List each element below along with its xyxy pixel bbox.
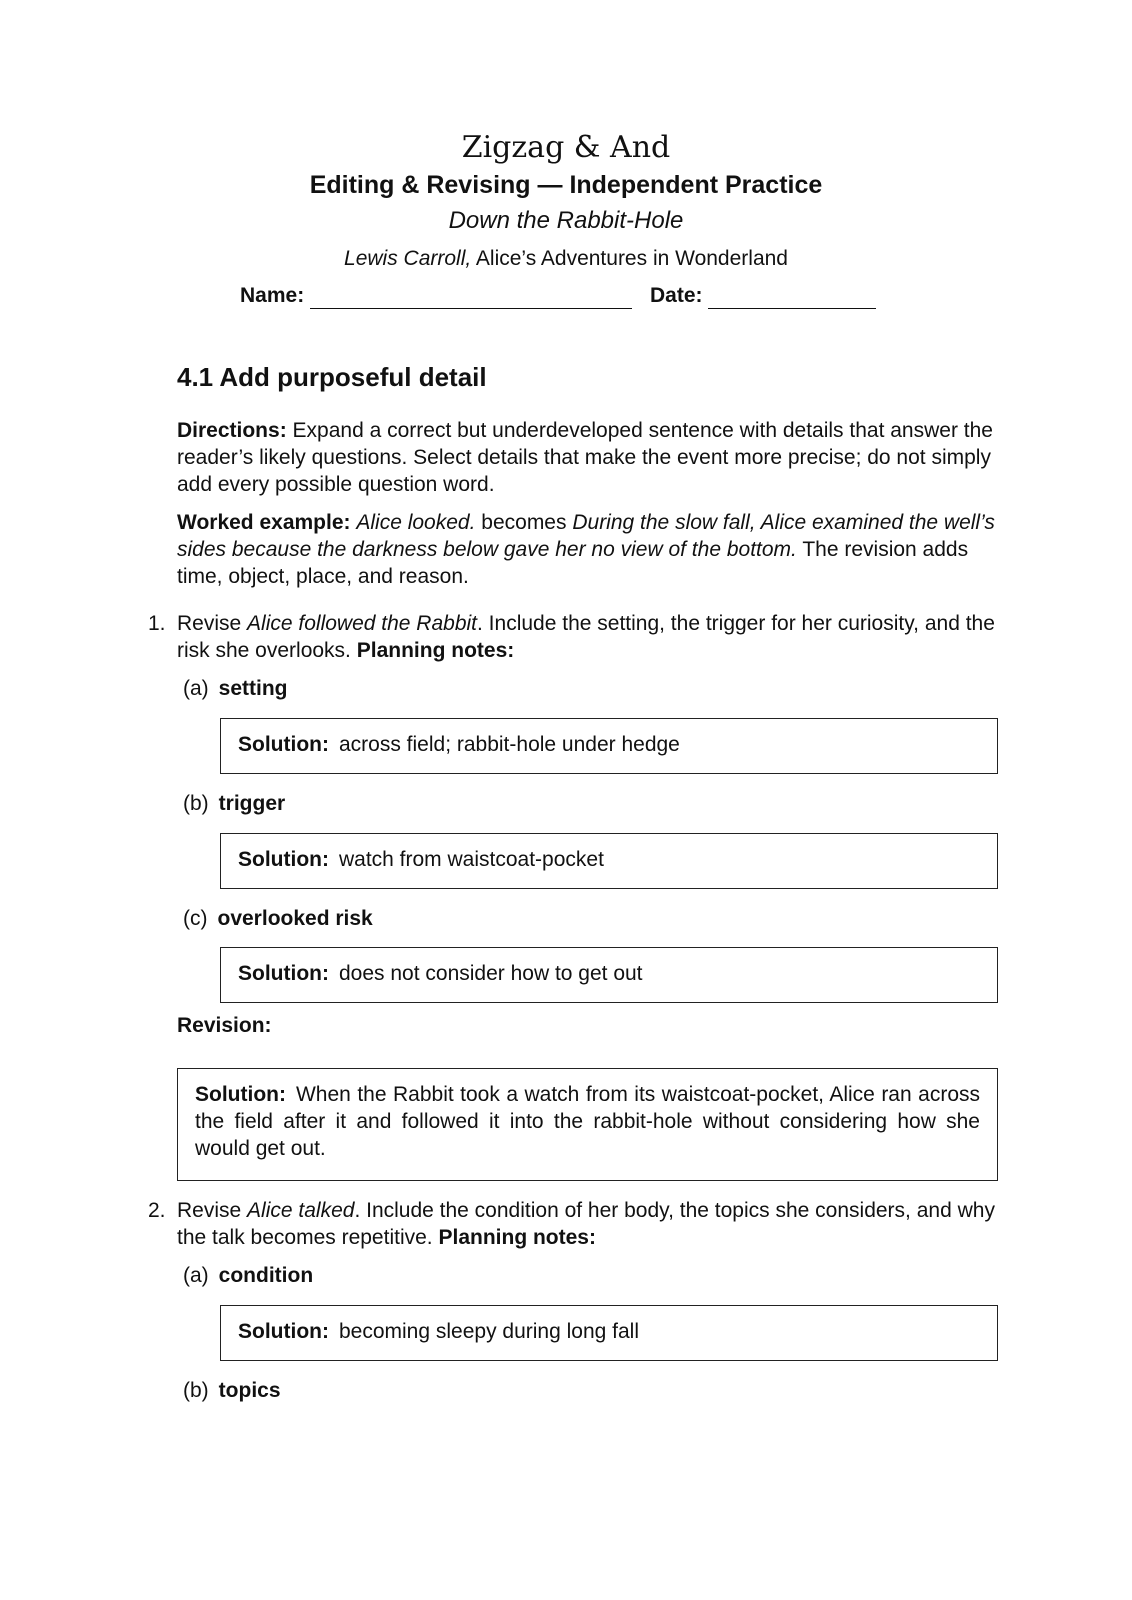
part-letter: (b) [183,1379,209,1402]
name-date-fields [240,282,900,312]
part-label [183,905,373,932]
example-original: Alice looked. [356,511,476,534]
solution-text: becoming sleepy during long fall [338,1320,640,1343]
revision-label-text: Revision: [177,1014,272,1037]
source-work: Alice’s Adventures in Wonderland [475,247,788,270]
solution-text: When the Rabbit took a watch from its waistcoat-pocket, Alice ran across the field after it and followed it into the rabbit-hole without considering how she would get out. [195,1083,980,1160]
date-label: Date: [650,284,703,307]
question-instructions: . Include the setting, the trigger for her curiosity, and the risk she overlooks. [177,612,995,662]
section-title: 4.1 Add purposeful detail [177,362,487,392]
worked-example [177,509,999,590]
directions [177,417,999,498]
name-label: Name: [240,284,305,307]
name-line[interactable] [310,308,632,309]
part-label [183,675,288,702]
planning-notes-label: Planning notes: [438,1226,596,1249]
part-letter: (b) [183,792,209,815]
directions-label: Directions: [177,419,287,442]
solution-box[interactable] [220,947,998,1003]
solution-box[interactable] [220,718,998,774]
worksheet-title: Editing & Revising — Independent Practice [309,171,823,199]
planning-notes-label: Planning notes: [356,639,515,662]
revision-solution-box[interactable] [177,1068,998,1181]
example-note: The revision adds time, object, place, and reason. [177,538,969,588]
source-author: Lewis Carroll, [344,247,472,270]
part-letter: (c) [183,907,208,930]
solution-box[interactable] [220,1305,998,1361]
source-citation [0,245,1132,273]
solution-label: Solution: [238,962,329,985]
solution-text: does not consider how to get out [338,962,643,985]
part-label [183,1262,313,1289]
directions-text: Expand a correct but underdeveloped sentence with details that answer the reader’s likely questions. Select details that make the event more precise; do not simply add every possible question word. [177,419,993,496]
question-number: 1. [148,612,166,635]
part-letter: (a) [183,1264,209,1287]
question-prompt [177,1197,999,1251]
part-name: trigger [218,792,286,815]
solution-text: watch from waistcoat-pocket [338,848,604,871]
solution-label: Solution: [238,1320,329,1343]
example-revised: During the slow fall, Alice examined the well’s sides because the darkness below gave her no view of the bottom. [177,511,995,561]
question-sentence: Alice talked [247,1199,355,1222]
question-lead: Revise [177,612,242,635]
solution-box[interactable] [220,833,998,889]
part-name: overlooked risk [217,907,373,930]
date-line[interactable] [708,308,876,309]
question-sentence: Alice followed the Rabbit [247,612,478,635]
part-name: setting [218,677,288,700]
solution-label: Solution: [238,733,329,756]
solution-label: Solution: [238,848,329,871]
revision-label [177,1012,999,1039]
solution-label: Solution: [195,1083,286,1106]
question-prompt [177,610,999,664]
part-name: topics [218,1379,281,1402]
example-becomes: becomes [481,511,567,534]
brand-name: Zigzag & And [461,130,671,165]
question-number: 2. [148,1199,166,1222]
question-instructions: . Include the condition of her body, the topics she considers, and why the talk becomes repetitive. [177,1199,995,1249]
question-lead: Revise [177,1199,242,1222]
part-label [183,790,285,817]
part-name: condition [218,1264,314,1287]
part-label [183,1377,281,1404]
solution-text: across field; rabbit-hole under hedge [338,733,680,756]
example-label: Worked example: [177,511,351,534]
part-letter: (a) [183,677,209,700]
worksheet-subtitle: Down the Rabbit-Hole [448,207,684,234]
